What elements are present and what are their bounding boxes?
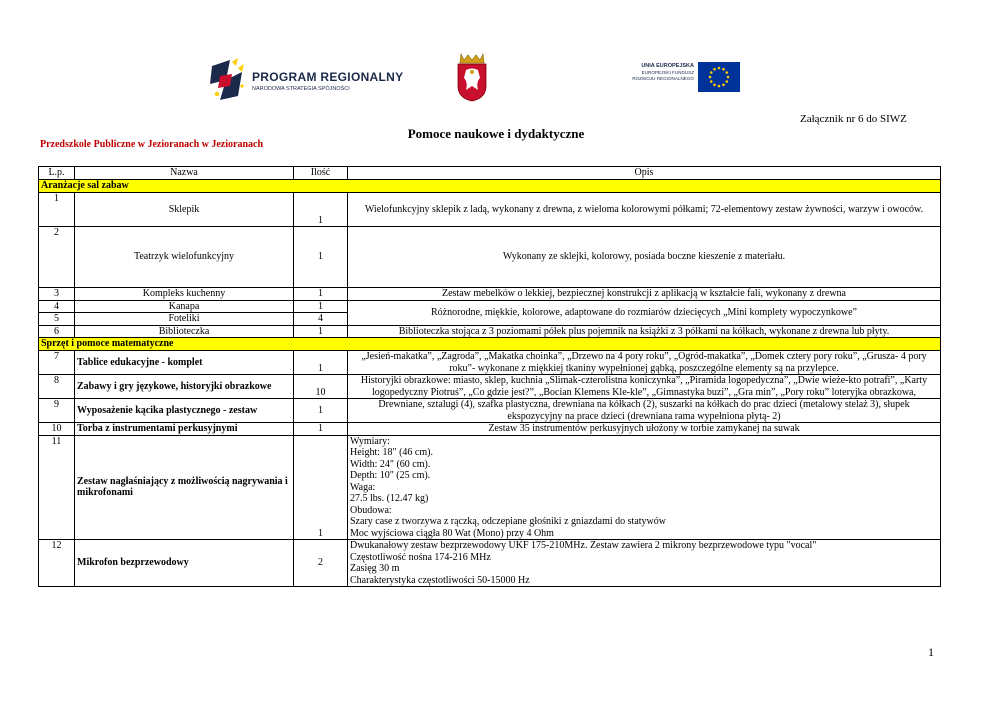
desc-line: Wymiary: — [350, 435, 390, 447]
cell-qty: 1 — [294, 325, 348, 338]
cell-qty: 1 — [294, 351, 348, 375]
cell-name: Kanapa — [75, 300, 294, 313]
cell-lp: 2 — [39, 227, 75, 288]
cell-desc — [348, 435, 941, 540]
table-row — [39, 540, 941, 587]
desc-line: 27.5 lbs. (12.47 kg) — [350, 493, 429, 504]
desc-line: Waga: — [350, 481, 376, 493]
cell-desc: Zestaw mebelków o lekkiej, bezpiecznej konstrukcji z aplikacją w kształcie fali, wykonany z drewna — [348, 288, 941, 301]
cell-lp: 5 — [39, 313, 75, 326]
table-row — [39, 325, 941, 338]
cell-desc: Różnorodne, miękkie, kolorowe, adaptowane do rozmiarów dziecięcych „Mini komplety wypoczynkowe” — [348, 300, 941, 325]
cell-name: Sklepik — [75, 193, 294, 227]
program-regionalny-logo — [208, 56, 408, 106]
cell-desc: „Jesień-makatka”, „Zagroda”, „Makatka choinka”, „Drzewo na 4 pory roku”, „Ogród-makatka”, „Domek cztery pory roku”, „Grusza- 4 pory roku”- wykonane z miękkiej tkaniny wypełnionej gąbką, poszczególne elementy są na przylepce. — [348, 351, 941, 375]
section-row — [39, 180, 941, 193]
table-row — [39, 423, 941, 436]
desc-line: Charakterystyka częstotliwości 50-15000 Hz — [350, 574, 530, 586]
table-row — [39, 351, 941, 375]
desc-line: Zasięg 30 m — [350, 563, 400, 574]
cell-qty: 4 — [294, 313, 348, 326]
equipment-table — [38, 166, 941, 587]
column-header-lp: L.p. — [39, 167, 75, 180]
section-label: Aranżacje sal zabaw — [39, 180, 941, 193]
cell-name: Kompleks kuchenny — [75, 288, 294, 301]
cell-desc: Wielofunkcyjny sklepik z ladą, wykonany z drewna, z wieloma kolorowymi półkami; 72-elementowy zestaw żywności, warzyw i owoców. — [348, 193, 941, 227]
cell-lp: 11 — [39, 435, 75, 540]
cell-desc: Wykonany ze sklejki, kolorowy, posiada boczne kieszenie z materiału. — [348, 227, 941, 288]
desc-line: Moc wyjściowa ciągła 80 Wat (Mono) przy 4 Ohm — [350, 527, 554, 539]
cell-qty: 2 — [294, 540, 348, 587]
desc-line: Dwukanałowy zestaw bezprzewodowy UKF 175-210MHz. Zestaw zawiera 2 mikrony bezprzewodowe typu "vocal" — [350, 540, 817, 551]
eu-title: UNIA EUROPEJSKA — [641, 63, 694, 69]
eu-star — [727, 76, 730, 79]
eu-star — [713, 83, 716, 86]
cell-qty: 1 — [294, 300, 348, 313]
section-label: Sprzęt i pomoce matematyczne — [39, 338, 941, 351]
cell-lp: 1 — [39, 193, 75, 227]
section-row — [39, 338, 941, 351]
desc-line: Częstotliwość nośna 174-216 MHz — [350, 551, 491, 563]
cell-desc: Biblioteczka stojąca z 3 poziomami półek plus pojemnik na książki z 3 półkami na kółkach, wykonane z drewna lub płyty. — [348, 325, 941, 338]
cell-qty: 10 — [294, 375, 348, 399]
table-row — [39, 300, 941, 313]
eu-star — [725, 80, 728, 83]
eu-star — [713, 68, 716, 71]
school-name: Przedszkole Publiczne w Jezioranach w Jezioranach — [40, 139, 264, 150]
cell-desc: Drewniane, sztalugi (4), szafka plastyczna, drewniana na kółkach (2), suszarki na kółkach do prac dzieci (metalowy stelaż 3), słupek ekspozycyjny na prace dzieci (drewniana rama wypełniona płytą- 2) — [348, 399, 941, 423]
cell-lp: 9 — [39, 399, 75, 423]
cell-name: Foteliki — [75, 313, 294, 326]
cell-qty: 1 — [294, 193, 348, 227]
cell-name: Biblioteczka — [75, 325, 294, 338]
page-title: Pomoce naukowe i dydaktyczne — [407, 126, 585, 141]
cell-name: Tablice edukacyjne - komplet — [75, 351, 294, 375]
table-row — [39, 227, 941, 288]
cell-lp: 7 — [39, 351, 75, 375]
table-header-row — [39, 167, 941, 180]
table-row — [39, 193, 941, 227]
cell-lp: 12 — [39, 540, 75, 587]
cell-qty: 1 — [294, 435, 348, 540]
cell-lp: 3 — [39, 288, 75, 301]
desc-line: Obudowa: — [350, 504, 392, 516]
eu-star — [709, 76, 712, 79]
cell-desc: Zestaw 35 instrumentów perkusyjnych ułożony w torbie zamykanej na suwak — [348, 423, 941, 436]
table-row — [39, 288, 941, 301]
eu-star — [722, 83, 725, 86]
column-header-desc: Opis — [348, 167, 941, 180]
cell-qty: 1 — [294, 399, 348, 423]
table-row — [39, 435, 941, 540]
cell-name: Teatrzyk wielofunkcyjny — [75, 227, 294, 288]
cell-desc: Historyjki obrazkowe: miasto, sklep, kuchnia „Ślimak-czterolistna koniczynka”, „Piramida logopedyczna”, „Dwie wieże-kto potrafi”, „Karty logopedyczny Piotruś”, „Co gdzie jest?”, „Bocian Klemens Kle-kle”, „Gimnastyka buzi”, „Gra min”, „Pory roku” loteryjka obrazkowa, — [348, 375, 941, 399]
voivodeship-crest-icon — [454, 52, 490, 102]
table-row — [39, 399, 941, 423]
annex-label: Załącznik nr 6 do SIWZ — [800, 113, 907, 125]
eu-star — [718, 67, 721, 70]
program-emblem-icon — [208, 56, 248, 104]
cell-name: Mikrofon bezprzewodowy — [75, 540, 294, 587]
cell-lp: 8 — [39, 375, 75, 399]
column-header-name: Nazwa — [75, 167, 294, 180]
eu-logo — [598, 62, 743, 96]
desc-line: Szary case z tworzywa z rączką, odczepiane głośniki z gniazdami do statywów — [350, 516, 666, 527]
logo-bar — [0, 52, 992, 112]
cell-qty: 1 — [294, 288, 348, 301]
desc-line: Height: 18" (46 cm). — [350, 447, 433, 458]
eu-flag-icon — [698, 62, 740, 92]
cell-qty: 1 — [294, 227, 348, 288]
table-row — [39, 375, 941, 399]
eu-star — [710, 71, 713, 74]
eu-fund-line2: ROZWOJU REGIONALNEGO — [632, 76, 694, 81]
cell-name: Zestaw nagłaśniający z możliwością nagrywania i mikrofonami — [75, 435, 294, 540]
eu-star — [718, 85, 721, 88]
program-title: PROGRAM REGIONALNY — [252, 70, 404, 84]
eu-star — [725, 71, 728, 74]
cell-name: Zabawy i gry językowe, historyjki obrazkowe — [75, 375, 294, 399]
eu-star — [710, 80, 713, 83]
column-header-qty: Ilość — [294, 167, 348, 180]
cell-name: Torba z instrumentami perkusyjnymi — [75, 423, 294, 436]
desc-line: Width: 24" (60 cm). — [350, 458, 431, 470]
cell-name: Wyposażenie kącika plastycznego - zestaw — [75, 399, 294, 423]
page-number: 1 — [928, 645, 934, 659]
desc-line: Depth: 10" (25 cm). — [350, 470, 431, 481]
cell-qty: 1 — [294, 423, 348, 436]
program-subtitle: NARODOWA STRATEGIA SPÓJNOŚCI — [252, 86, 350, 92]
cell-lp: 4 — [39, 300, 75, 313]
cell-desc — [348, 540, 941, 587]
cell-lp: 6 — [39, 325, 75, 338]
eu-fund-line1: EUROPEJSKI FUNDUSZ — [641, 70, 694, 75]
eu-star — [722, 68, 725, 71]
cell-lp: 10 — [39, 423, 75, 436]
